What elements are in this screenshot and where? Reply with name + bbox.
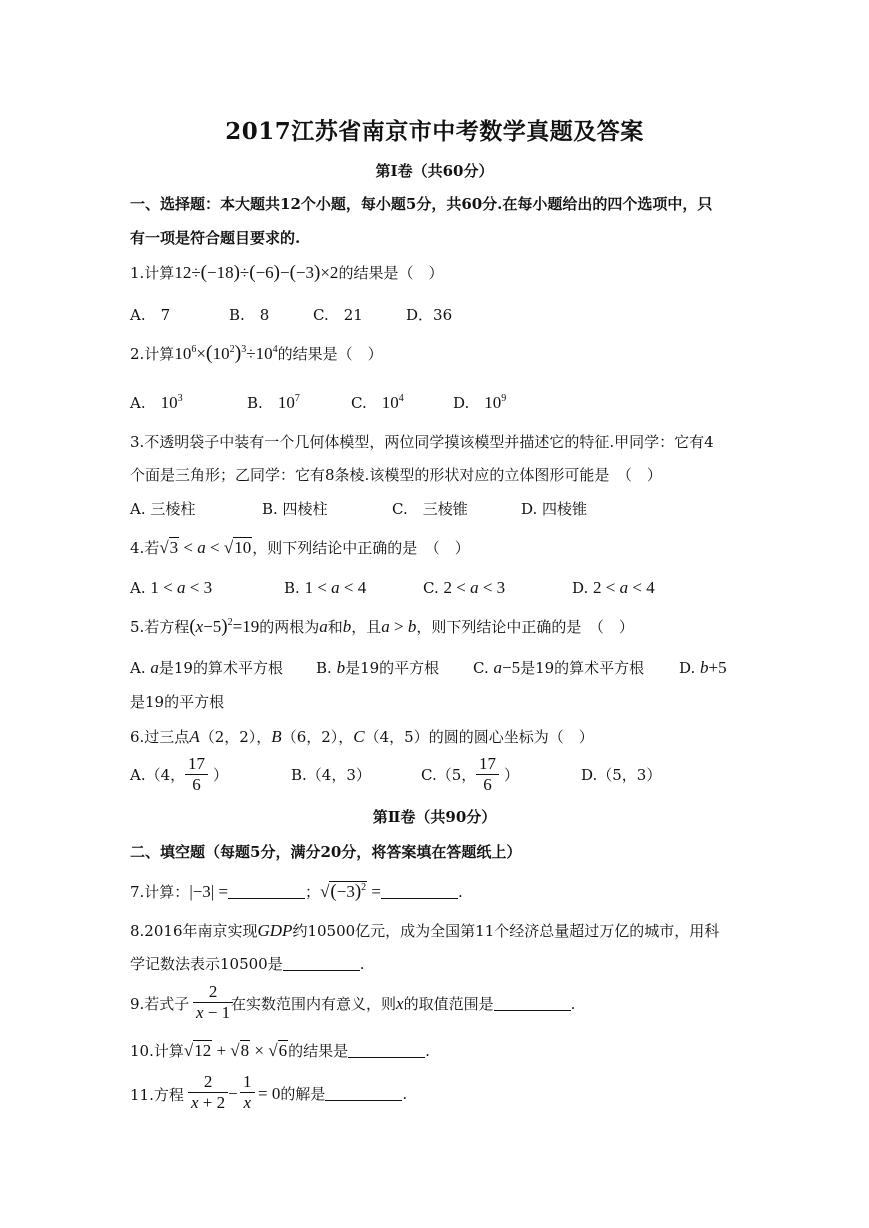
- q11-answer-blank: [325, 1086, 402, 1101]
- q9-prefix: 9.若式子: [130, 995, 190, 1013]
- q1-expression: 12÷(−18)÷(−6)−(−3)×2: [174, 262, 339, 283]
- q4-expression: √3 < a < √10: [159, 538, 252, 557]
- q10-prefix: 10.计算: [130, 1042, 184, 1060]
- q5-option-d: D. b+5: [679, 658, 727, 677]
- q5-text-roots: 的两根为: [259, 618, 320, 636]
- q11-rest: = 0的解是 .: [258, 1084, 408, 1103]
- q5-option-c: C. a−5是19的算术平方根: [473, 658, 645, 677]
- question-8-line1: [130, 921, 719, 941]
- q4-option-c: C. 2 < a < 3: [423, 578, 506, 597]
- q1-option-d: D．36: [406, 306, 453, 324]
- question-3-line2: 个面是三角形；乙同学：它有8条棱.该模型的形状对应的立体图形可能是 （ ）: [130, 466, 662, 484]
- q8-text-2: 约10500亿元，成为全国第11个经济总量超过万亿的城市，用科: [292, 922, 720, 940]
- q8-gdp: GDP: [257, 921, 293, 940]
- question-7: [130, 882, 463, 902]
- q6-point-a: A: [189, 727, 200, 746]
- q5-condition: a > b: [381, 617, 417, 636]
- q2-option-b: B. $10^7$: [247, 393, 300, 412]
- q3-option-a: A. 三棱柱: [130, 500, 196, 518]
- q1-prefix: 1.计算: [130, 264, 175, 282]
- q7-prefix: 7.计算：: [130, 883, 190, 901]
- q2-option-d: D. $10^9$: [453, 393, 507, 412]
- section2-instructions: 二、填空题（每题5分，满分20分，将答案填在答题纸上）: [130, 843, 522, 861]
- q9-fraction: $\frac{2}{x - 1}$: [193, 982, 233, 1023]
- q2-expression: $10^6\times(10^2)^3\div 10^4$: [174, 342, 278, 364]
- q6-coord-b: （6，2），: [281, 728, 354, 746]
- q6-option-b: B.（4，3）: [291, 766, 371, 784]
- page-title: 2017江苏省南京市中考数学真题及答案: [225, 118, 644, 145]
- q5-option-b: B. b是19的平方根: [316, 658, 440, 677]
- q10-suffix: 的结果是: [288, 1042, 349, 1060]
- q7-abs-expression: |−3| =: [189, 882, 229, 901]
- q11-minus: −: [228, 1084, 238, 1103]
- question-1: [130, 263, 443, 283]
- question-10: [130, 1041, 430, 1061]
- q2-suffix: 的结果是（ ）: [277, 345, 383, 363]
- q5-text-cond: ，且: [351, 618, 382, 636]
- q6-coord-c: （4，5）的圆的圆心坐标为（ ）: [364, 728, 594, 746]
- q7-separator: ；: [305, 883, 321, 901]
- q4-prefix: 4.若: [130, 539, 160, 557]
- q6-option-a: A.（4，: [130, 766, 186, 784]
- q4-option-a: A. 1 < a < 3: [130, 578, 213, 597]
- q5-var-a: a: [319, 617, 328, 636]
- q6-option-c-fraction: $\frac{17}{6}$: [476, 754, 499, 795]
- q6-option-d: D.（5，3）: [581, 766, 662, 784]
- q5-suffix: ，则下列结论中正确的是 （ ）: [416, 618, 634, 636]
- q5-option-d-continued: 是19的平方根: [130, 693, 225, 711]
- q6-coord-a: （2，2），: [199, 728, 272, 746]
- question-2: [130, 343, 383, 364]
- q7-end: .: [458, 883, 463, 901]
- q9-rest: 在实数范围内有意义，则x的取值范围是 .: [231, 994, 576, 1013]
- q2-option-a: A. $10^3$: [130, 393, 183, 412]
- q10-end: .: [425, 1042, 430, 1060]
- question-8-line2: [130, 954, 365, 974]
- q6-point-c: C: [353, 727, 365, 746]
- q6-option-c: C.（5，: [421, 766, 477, 784]
- q5-prefix: 5.若方程: [130, 618, 190, 636]
- q8-text-3: 学记数法表示10500是: [130, 955, 283, 973]
- q10-answer-blank: [348, 1043, 425, 1058]
- q2-option-c: C. $10^4$: [351, 393, 404, 412]
- q9-answer-blank: [494, 996, 571, 1011]
- q5-var-b: b: [342, 617, 352, 636]
- q3-option-b: B. 四棱柱: [262, 500, 328, 518]
- q7-answer-blank-1: [228, 884, 305, 899]
- q4-option-b: B. 1 < a < 4: [284, 578, 367, 597]
- q3-option-c: C. 三棱锥: [392, 500, 468, 518]
- part1-heading: 第Ⅰ卷（共60分）: [375, 162, 494, 180]
- q3-option-d: D. 四棱锥: [521, 500, 588, 518]
- q4-option-d: D. 2 < a < 4: [572, 578, 655, 597]
- q5-text-and: 和: [327, 618, 343, 636]
- question-6: [130, 727, 594, 747]
- q8-answer-blank: [283, 956, 360, 971]
- q6-prefix: 6.过三点: [130, 728, 190, 746]
- q6-option-c-close: ）: [504, 766, 520, 784]
- part2-heading: 第Ⅱ卷（共90分）: [372, 808, 497, 826]
- q6-point-b: B: [271, 727, 282, 746]
- q1-suffix: 的结果是（ ）: [338, 264, 444, 282]
- q5-option-a: A. a是19的算术平方根: [130, 658, 283, 677]
- q4-suffix: ，则下列结论中正确的是 （ ）: [252, 539, 470, 557]
- q6-option-a-close: ）: [213, 766, 229, 784]
- q11-prefix: 11.方程: [130, 1086, 184, 1104]
- question-4: [130, 538, 470, 558]
- q10-expression: √12 + √8 × √6: [183, 1041, 288, 1060]
- q6-option-a-fraction: $\frac{17}{6}$: [185, 754, 208, 795]
- q11-fraction-1: $\frac{2}{x + 2}$: [188, 1072, 228, 1113]
- q1-option-c: C. 21: [313, 306, 363, 324]
- q1-option-b: B. 8: [229, 306, 270, 324]
- q8-end: .: [359, 955, 365, 973]
- q8-text-1: 8.2016年南京实现: [130, 922, 258, 940]
- q1-option-a: A. 7: [130, 306, 171, 324]
- section1-instructions-line2: 有一项是符合题目要求的.: [130, 229, 301, 247]
- section1-instructions-line1: 一、选择题：本大题共12个小题，每小题5分，共60分.在每小题给出的四个选项中，只: [130, 195, 713, 213]
- q5-equation: $(x-5)^2=19$: [189, 616, 260, 637]
- q7-answer-blank-2: [381, 884, 458, 899]
- question-5: [130, 617, 634, 637]
- q7-sqrt-expression: $√(-3)^2$ =: [320, 881, 381, 902]
- question-3-line1: 3.不透明袋子中装有一个几何体模型，两位同学摸该模型并描述它的特征.甲同学：它有4: [130, 433, 714, 451]
- q11-fraction-2: $\frac{1}{x}$: [240, 1072, 255, 1113]
- q2-prefix: 2.计算: [130, 345, 175, 363]
